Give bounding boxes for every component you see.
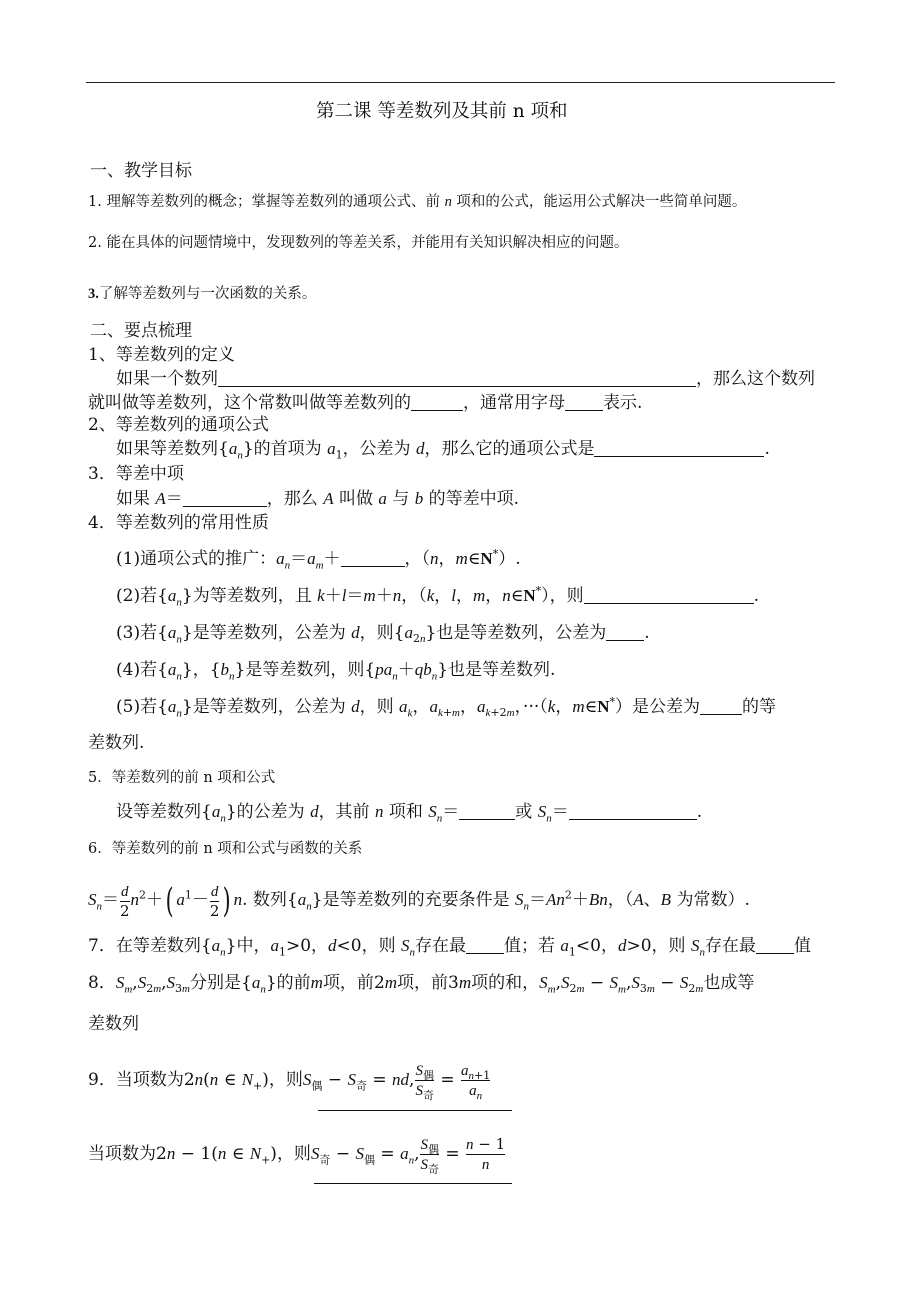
point-5-heading: 5．等差数列的前 n 项和公式 [88, 770, 276, 786]
point-9: 9．当项数为2n(n ∈ $N_+$)，则$S_偶 - S_奇$ = nd, $\frac{S_偶}{S_奇}$ = $\frac{a_{n+1}}{a_n}$ [88, 1063, 491, 1102]
header-rule [86, 82, 835, 83]
point-2-text: 如果等差数列$\{a_n\}$的首项为 $a_1$，公差为 d，那么它的通项公式是 . [116, 439, 770, 462]
point-1-text: 如果一个数列 ，那么这个数列 [116, 369, 815, 389]
section-heading-key-points: 二、要点梳理 [90, 321, 192, 341]
point-8: 8．$S_m,S_{2m},S_{3m}$分别是$\{a_n\}$的前m项，前2m项，前3m项的和，$S_m,S_{2m} - S_m,S_{3m} - S_{2m}$也成等 [88, 973, 755, 996]
point-4-heading: 4．等差数列的常用性质 [88, 513, 269, 533]
page-title: 第二课 等差数列及其前 n 项和 [316, 101, 568, 122]
point-1-text-cont: 就叫做等差数列，这个常数叫做等差数列的 ，通常用字母 表示. [88, 393, 643, 413]
point-3-heading: 3．等差中项 [88, 464, 184, 484]
property-3: (3)若$\{a_n\}$是等差数列，公差为 d，则$\{a_{2n}\}$也是等差数列，公差为 . [116, 623, 650, 646]
point-6-heading: 6．等差数列的前 n 项和公式与函数的关系 [88, 841, 363, 857]
point-3-text: 如果 A＝ ，那么 A 叫做 a 与 b 的等差中项. [116, 489, 520, 509]
property-5-cont: 差数列. [88, 733, 145, 753]
point-10: 当项数为2n − 1(n ∈ $N_+$)，则$S_奇 - S_偶 = a_n$, $\frac{S_偶}{S_奇}$ = $\frac{n - 1}{n}$ [88, 1135, 506, 1176]
property-5: (5)若$\{a_n\}$是等差数列，公差为 d，则 $a_k$，$a_{k+m}$，$a_{k+2m}$，···（k，m∈N*）是公差为 的等 [116, 695, 776, 720]
property-2: (2)若$\{a_n\}$为等差数列，且 k＋l＝m＋n，（k，l，m，n∈N*），则 . [116, 584, 760, 609]
objective-3: 3.了解等差数列与一次函数的关系。 [88, 286, 317, 302]
answer-line-10 [314, 1183, 512, 1184]
point-6-formula: $S_n=$ $\frac{d}{2}$ $n^2+$( $a^1-$ $\frac{d}{2}$ ) n. 数列$\{a_n\}$是等差数列的充要条件是 $S_n=An^2+Bn$，（A、B 为常数）. [88, 880, 750, 921]
property-4: (4)若$\{a_n\}$，$\{b_n\}$是等差数列，则$\{pa_n+qb_n\}$也是等差数列. [116, 660, 556, 683]
point-8-cont: 差数列 [88, 1014, 139, 1034]
point-5-text: 设等差数列$\{a_n\}$的公差为 d，其前 n 项和 $S_n=$ 或 $S_n=$ . [116, 802, 703, 825]
objective-2: 2. 能在具体的问题情境中，发现数列的等差关系，并能用有关知识解决相应的问题。 [88, 235, 629, 251]
section-heading-objectives: 一、教学目标 [90, 161, 192, 181]
point-1-heading: 1、等差数列的定义 [88, 345, 235, 365]
objective-1: 1. 理解等差数列的概念；掌握等差数列的通项公式、前 n 项和的公式，能运用公式解决一些简单问题。 [88, 194, 747, 210]
point-7: 7．在等差数列$\{a_n\}$中，$a_1>0$，d<0，则 $S_n$存在最 值；若 $a_1<0$，d>0，则 $S_n$存在最 值 [88, 936, 811, 959]
property-1: (1)通项公式的推广：$a_n=a_m+$ ，（n，m∈N*）. [116, 547, 521, 572]
answer-line-9 [318, 1110, 512, 1111]
point-2-heading: 2、等差数列的通项公式 [88, 415, 269, 435]
